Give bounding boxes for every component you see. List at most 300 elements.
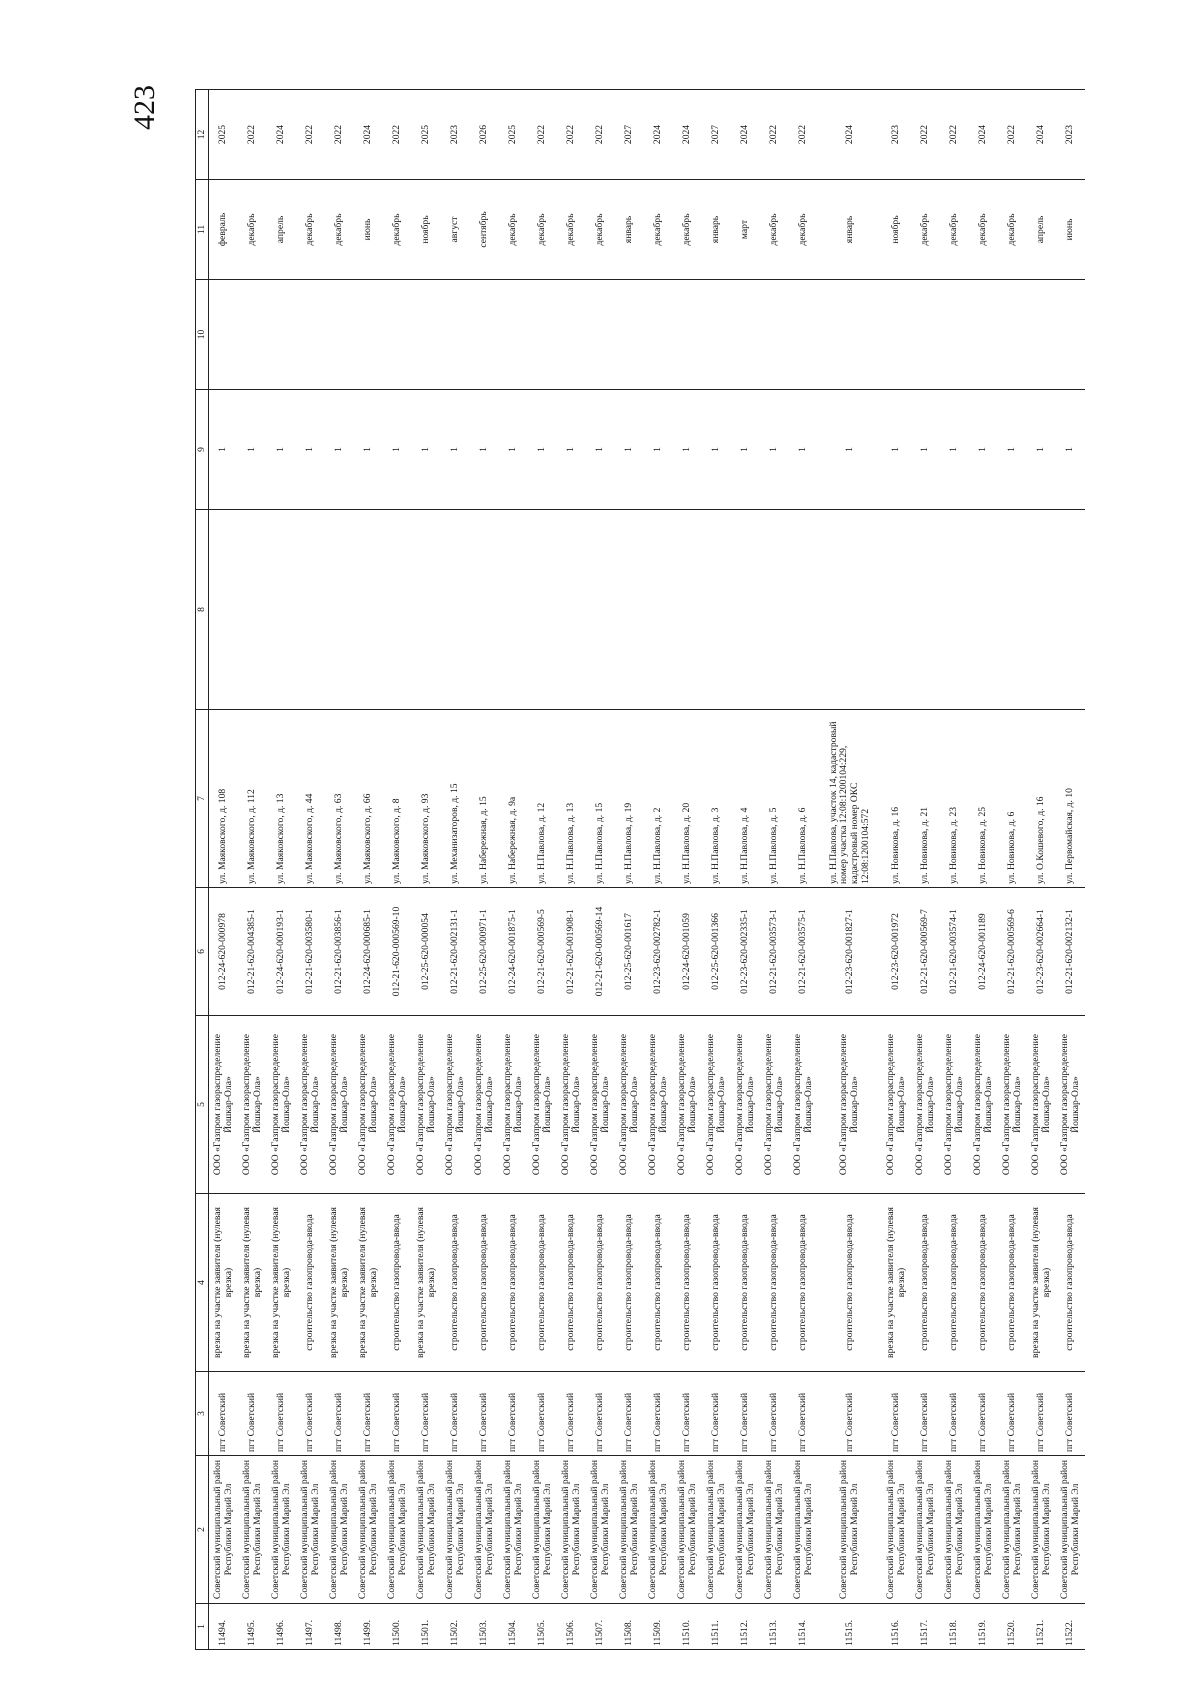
column-10-cell [644,280,673,390]
rotated-table-wrapper [195,90,1195,1650]
address-cell: ул. Маяковского, д. 93 [412,710,441,888]
quantity-cell: 1 [499,390,528,510]
month-cell: август [441,180,470,280]
address-cell: ул. Новикова, д. 21 [911,710,940,888]
application-code-cell: 012-25-620-000054 [412,888,441,1016]
organization-cell: ООО «Газпром газораспределение Йошкар-Ола» [882,1016,911,1194]
column-10-cell [940,280,969,390]
column-10-cell [267,280,296,390]
district-cell: Советский муниципальный район Республики Марий Эл [969,1456,998,1604]
column-8-cell [818,510,882,710]
organization-cell: ООО «Газпром газораспределение Йошкар-Ола» [470,1016,499,1194]
district-cell: Советский муниципальный район Республики Марий Эл [267,1456,296,1604]
column-10-cell [969,280,998,390]
table-row [296,90,325,1650]
settlement-cell: пгт Советский [209,1372,239,1456]
row-number: 11520. [998,1604,1027,1650]
address-cell: ул. Маяковского, д. 112 [238,710,267,888]
district-cell: Советский муниципальный район Республики Марий Эл [412,1456,441,1604]
column-10-cell [296,280,325,390]
column-8-cell [969,510,998,710]
month-cell: март [731,180,760,280]
district-cell: Советский муниципальный район Республики Марий Эл [441,1456,470,1604]
row-number: 11507. [586,1604,615,1650]
column-8-cell [644,510,673,710]
column-number: 6 [196,888,209,1016]
column-8-cell [383,510,412,710]
row-number: 11503. [470,1604,499,1650]
row-number: 11512. [731,1604,760,1650]
page-number: 423 [128,85,161,130]
row-number: 11521. [1027,1604,1056,1650]
application-code-cell: 012-25-620-001366 [702,888,731,1016]
month-cell: июнь [1056,180,1085,280]
application-code-cell: 012-23-620-002782-1 [644,888,673,1016]
address-cell: ул. Н.Павлова, д. 12 [528,710,557,888]
work-type-cell: строительство газопровода-ввода [528,1194,557,1372]
district-cell: Советский муниципальный район Республики Марий Эл [882,1456,911,1604]
year-cell: 2022 [586,90,615,180]
row-number: 11504. [499,1604,528,1650]
settlement-cell: пгт Советский [238,1372,267,1456]
column-8-cell [557,510,586,710]
settlement-cell: пгт Советский [557,1372,586,1456]
settlement-cell: пгт Советский [354,1372,383,1456]
column-10-cell [209,280,239,390]
settlement-cell: пгт Советский [325,1372,354,1456]
month-cell: ноябрь [882,180,911,280]
district-cell: Советский муниципальный район Республики Марий Эл [615,1456,644,1604]
settlement-cell: пгт Советский [470,1372,499,1456]
settlement-cell: пгт Советский [644,1372,673,1456]
application-code-cell: 012-23-620-002664-1 [1027,888,1056,1016]
district-cell: Советский муниципальный район Республики Марий Эл [238,1456,267,1604]
work-type-cell: строительство газопровода-ввода [296,1194,325,1372]
column-10-cell [998,280,1027,390]
month-cell: ноябрь [412,180,441,280]
column-10-cell [528,280,557,390]
month-cell: сентябрь [470,180,499,280]
address-cell: ул. Н.Павлова, д. 3 [702,710,731,888]
month-cell: декабрь [325,180,354,280]
application-code-cell: 012-21-620-003575-1 [789,888,818,1016]
application-code-cell: 012-21-620-001908-1 [557,888,586,1016]
settlement-cell: пгт Советский [673,1372,702,1456]
month-cell: январь [818,180,882,280]
table-row [209,90,239,1650]
address-cell: ул. Н.Павлова, д. 19 [615,710,644,888]
quantity-cell: 1 [586,390,615,510]
settlement-cell: пгт Советский [615,1372,644,1456]
row-number: 11501. [412,1604,441,1650]
row-number: 11496. [267,1604,296,1650]
table-row [441,90,470,1650]
work-type-cell: строительство газопровода-ввода [557,1194,586,1372]
column-8-cell [354,510,383,710]
work-type-cell: врезка на участке заявителя (нулевая врезка) [209,1194,239,1372]
work-type-cell: врезка на участке заявителя (нулевая врезка) [412,1194,441,1372]
column-number: 8 [196,510,209,710]
table-row [470,90,499,1650]
month-cell: апрель [1027,180,1056,280]
address-cell: ул. Н.Павлова, д. 20 [673,710,702,888]
table-row [882,90,911,1650]
address-cell: ул. Новикова, д. 6 [998,710,1027,888]
settlement-cell: пгт Советский [940,1372,969,1456]
column-10-cell [1056,280,1085,390]
column-10-cell [882,280,911,390]
work-type-cell: строительство газопровода-ввода [673,1194,702,1372]
year-cell: 2022 [325,90,354,180]
organization-cell: ООО «Газпром газораспределение Йошкар-Ола» [615,1016,644,1194]
address-cell: ул. Маяковского, д. 13 [267,710,296,888]
table-row [998,90,1027,1650]
quantity-cell: 1 [818,390,882,510]
quantity-cell: 1 [412,390,441,510]
column-number: 1 [196,1604,209,1650]
year-cell: 2023 [882,90,911,180]
settlement-cell: пгт Советский [882,1372,911,1456]
year-cell: 2027 [702,90,731,180]
district-cell: Советский муниципальный район Республики Марий Эл [940,1456,969,1604]
district-cell: Советский муниципальный район Республики Марий Эл [644,1456,673,1604]
row-number: 11522. [1056,1604,1085,1650]
table-row [267,90,296,1650]
application-code-cell: 012-21-620-000569-6 [998,888,1027,1016]
address-cell: ул. Маяковского, д. 44 [296,710,325,888]
table-row [615,90,644,1650]
column-8-cell [209,510,239,710]
address-cell: ул. Маяковского, д. 66 [354,710,383,888]
work-type-cell: строительство газопровода-ввода [789,1194,818,1372]
table-row [238,90,267,1650]
table-row [940,90,969,1650]
year-cell: 2023 [1056,90,1085,180]
row-number: 11509. [644,1604,673,1650]
organization-cell: ООО «Газпром газораспределение Йошкар-Ола» [940,1016,969,1194]
column-10-cell [818,280,882,390]
table-body [196,90,1086,1650]
organization-cell: ООО «Газпром газораспределение Йошкар-Ола» [499,1016,528,1194]
row-number: 11508. [615,1604,644,1650]
row-number: 11514. [789,1604,818,1650]
table-row [412,90,441,1650]
table-row [499,90,528,1650]
district-cell: Советский муниципальный район Республики Марий Эл [354,1456,383,1604]
settlement-cell: пгт Советский [998,1372,1027,1456]
address-cell: ул. Механизаторов, д. 15 [441,710,470,888]
district-cell: Советский муниципальный район Республики Марий Эл [499,1456,528,1604]
quantity-cell: 1 [354,390,383,510]
table-row [586,90,615,1650]
district-cell: Советский муниципальный район Республики Марий Эл [1056,1456,1085,1604]
address-cell: ул. Маяковского, д. 63 [325,710,354,888]
row-number: 11516. [882,1604,911,1650]
district-cell: Советский муниципальный район Республики Марий Эл [731,1456,760,1604]
column-8-cell [296,510,325,710]
year-cell: 2026 [470,90,499,180]
column-8-cell [238,510,267,710]
gasification-table [195,89,1085,1650]
work-type-cell: строительство газопровода-ввода [911,1194,940,1372]
quantity-cell: 1 [673,390,702,510]
work-type-cell: строительство газопровода-ввода [731,1194,760,1372]
quantity-cell: 1 [238,390,267,510]
organization-cell: ООО «Газпром газораспределение Йошкар-Ола» [412,1016,441,1194]
application-code-cell: 012-25-620-000971-1 [470,888,499,1016]
quantity-cell: 1 [940,390,969,510]
year-cell: 2025 [499,90,528,180]
column-8-cell [615,510,644,710]
column-number-row [196,90,209,1650]
month-cell: декабрь [586,180,615,280]
column-10-cell [1027,280,1056,390]
row-number: 11500. [383,1604,412,1650]
quantity-cell: 1 [1027,390,1056,510]
year-cell: 2024 [354,90,383,180]
district-cell: Советский муниципальный район Республики Марий Эл [673,1456,702,1604]
quantity-cell: 1 [731,390,760,510]
address-cell: ул. Н.Павлова, д. 2 [644,710,673,888]
district-cell: Советский муниципальный район Республики Марий Эл [998,1456,1027,1604]
settlement-cell: пгт Советский [499,1372,528,1456]
settlement-cell: пгт Советский [760,1372,789,1456]
month-cell: декабрь [911,180,940,280]
column-10-cell [441,280,470,390]
year-cell: 2024 [673,90,702,180]
address-cell: ул. Новикова, д. 25 [969,710,998,888]
column-8-cell [882,510,911,710]
application-code-cell: 012-21-620-000569-10 [383,888,412,1016]
organization-cell: ООО «Газпром газораспределение Йошкар-Ола» [586,1016,615,1194]
month-cell: декабрь [528,180,557,280]
column-8-cell [998,510,1027,710]
settlement-cell: пгт Советский [267,1372,296,1456]
quantity-cell: 1 [969,390,998,510]
work-type-cell: строительство газопровода-ввода [499,1194,528,1372]
organization-cell: ООО «Газпром газораспределение Йошкар-Ола» [731,1016,760,1194]
year-cell: 2024 [644,90,673,180]
year-cell: 2022 [998,90,1027,180]
district-cell: Советский муниципальный район Республики Марий Эл [911,1456,940,1604]
table-row [969,90,998,1650]
row-number: 11494. [209,1604,239,1650]
district-cell: Советский муниципальный район Республики Марий Эл [528,1456,557,1604]
district-cell: Советский муниципальный район Республики Марий Эл [470,1456,499,1604]
year-cell: 2022 [557,90,586,180]
address-cell: ул. Набережная, д. 15 [470,710,499,888]
column-8-cell [325,510,354,710]
address-cell: ул. Набережная, д. 9а [499,710,528,888]
column-8-cell [789,510,818,710]
column-number: 9 [196,390,209,510]
settlement-cell: пгт Советский [1056,1372,1085,1456]
application-code-cell: 012-21-620-003574-1 [940,888,969,1016]
row-number: 11515. [818,1604,882,1650]
column-10-cell [702,280,731,390]
district-cell: Советский муниципальный район Республики Марий Эл [209,1456,239,1604]
year-cell: 2022 [238,90,267,180]
district-cell: Советский муниципальный район Республики Марий Эл [818,1456,882,1604]
row-number: 11517. [911,1604,940,1650]
application-code-cell: 012-23-620-002335-1 [731,888,760,1016]
quantity-cell: 1 [615,390,644,510]
column-10-cell [325,280,354,390]
column-10-cell [586,280,615,390]
column-10-cell [673,280,702,390]
application-code-cell: 012-21-620-000569-5 [528,888,557,1016]
column-number: 10 [196,280,209,390]
month-cell: декабрь [969,180,998,280]
work-type-cell: врезка на участке заявителя (нулевая врезка) [238,1194,267,1372]
application-code-cell: 012-24-620-001875-1 [499,888,528,1016]
work-type-cell: строительство газопровода-ввода [470,1194,499,1372]
year-cell: 2024 [267,90,296,180]
column-10-cell [731,280,760,390]
year-cell: 2022 [383,90,412,180]
year-cell: 2022 [760,90,789,180]
column-10-cell [615,280,644,390]
month-cell: февраль [209,180,239,280]
column-10-cell [383,280,412,390]
organization-cell: ООО «Газпром газораспределение Йошкар-Ола» [267,1016,296,1194]
district-cell: Советский муниципальный район Республики Марий Эл [789,1456,818,1604]
work-type-cell: строительство газопровода-ввода [441,1194,470,1372]
table-row [1056,90,1085,1650]
column-number: 7 [196,710,209,888]
month-cell: декабрь [673,180,702,280]
column-number: 2 [196,1456,209,1604]
address-cell: ул. Н.Павлова, участок 14, кадастровый номер участка 12:08:1200104:229, кадастровый номер ОКС 12:08:1200104:572 [818,710,882,888]
quantity-cell: 1 [644,390,673,510]
month-cell: январь [615,180,644,280]
row-number: 11502. [441,1604,470,1650]
month-cell: декабрь [644,180,673,280]
month-cell: декабрь [296,180,325,280]
application-code-cell: 012-25-620-001617 [615,888,644,1016]
address-cell: ул. Н.Павлова, д. 15 [586,710,615,888]
month-cell: апрель [267,180,296,280]
settlement-cell: пгт Советский [1027,1372,1056,1456]
settlement-cell: пгт Советский [702,1372,731,1456]
column-number: 5 [196,1016,209,1194]
quantity-cell: 1 [470,390,499,510]
month-cell: июнь [354,180,383,280]
month-cell: декабрь [940,180,969,280]
organization-cell: ООО «Газпром газораспределение Йошкар-Ола» [557,1016,586,1194]
column-10-cell [470,280,499,390]
application-code-cell: 012-24-620-000193-1 [267,888,296,1016]
column-10-cell [557,280,586,390]
district-cell: Советский муниципальный район Республики Марий Эл [383,1456,412,1604]
work-type-cell: строительство газопровода-ввода [998,1194,1027,1372]
column-10-cell [354,280,383,390]
row-number: 11499. [354,1604,383,1650]
work-type-cell: врезка на участке заявителя (нулевая врезка) [354,1194,383,1372]
quantity-cell: 1 [911,390,940,510]
work-type-cell: врезка на участке заявителя (нулевая врезка) [882,1194,911,1372]
quantity-cell: 1 [702,390,731,510]
year-cell: 2022 [940,90,969,180]
quantity-cell: 1 [325,390,354,510]
table-row [1027,90,1056,1650]
year-cell: 2023 [441,90,470,180]
organization-cell: ООО «Газпром газораспределение Йошкар-Ола» [383,1016,412,1194]
settlement-cell: пгт Советский [412,1372,441,1456]
quantity-cell: 1 [528,390,557,510]
column-8-cell [702,510,731,710]
column-10-cell [412,280,441,390]
settlement-cell: пгт Советский [441,1372,470,1456]
column-8-cell [731,510,760,710]
column-8-cell [940,510,969,710]
address-cell: ул. Маяковского, д. 108 [209,710,239,888]
organization-cell: ООО «Газпром газораспределение Йошкар-Ола» [1027,1016,1056,1194]
year-cell: 2025 [412,90,441,180]
table-row [818,90,882,1650]
month-cell: декабрь [998,180,1027,280]
column-8-cell [760,510,789,710]
district-cell: Советский муниципальный район Республики Марий Эл [586,1456,615,1604]
organization-cell: ООО «Газпром газораспределение Йошкар-Ола» [354,1016,383,1194]
column-8-cell [1027,510,1056,710]
quantity-cell: 1 [441,390,470,510]
column-8-cell [267,510,296,710]
year-cell: 2022 [296,90,325,180]
address-cell: ул. О.Кошевого, д. 16 [1027,710,1056,888]
settlement-cell: пгт Советский [969,1372,998,1456]
application-code-cell: 012-21-620-003856-1 [325,888,354,1016]
settlement-cell: пгт Советский [383,1372,412,1456]
district-cell: Советский муниципальный район Республики Марий Эл [557,1456,586,1604]
settlement-cell: пгт Советский [731,1372,760,1456]
district-cell: Советский муниципальный район Республики Марий Эл [325,1456,354,1604]
month-cell: январь [702,180,731,280]
column-8-cell [673,510,702,710]
organization-cell: ООО «Газпром газораспределение Йошкар-Ола» [209,1016,239,1194]
work-type-cell: строительство газопровода-ввода [940,1194,969,1372]
organization-cell: ООО «Газпром газораспределение Йошкар-Ола» [969,1016,998,1194]
year-cell: 2025 [209,90,239,180]
application-code-cell: 012-21-620-004385-1 [238,888,267,1016]
organization-cell: ООО «Газпром газораспределение Йошкар-Ола» [441,1016,470,1194]
organization-cell: ООО «Газпром газораспределение Йошкар-Ола» [702,1016,731,1194]
column-10-cell [760,280,789,390]
column-number: 4 [196,1194,209,1372]
settlement-cell: пгт Советский [296,1372,325,1456]
settlement-cell: пгт Советский [789,1372,818,1456]
month-cell: декабрь [383,180,412,280]
table-row [354,90,383,1650]
organization-cell: ООО «Газпром газораспределение Йошкар-Ола» [673,1016,702,1194]
table-row [702,90,731,1650]
quantity-cell: 1 [557,390,586,510]
organization-cell: ООО «Газпром газораспределение Йошкар-Ола» [789,1016,818,1194]
column-8-cell [499,510,528,710]
district-cell: Советский муниципальный район Республики Марий Эл [760,1456,789,1604]
column-number: 12 [196,90,209,180]
column-8-cell [528,510,557,710]
year-cell: 2024 [969,90,998,180]
work-type-cell: врезка на участке заявителя (нулевая врезка) [325,1194,354,1372]
year-cell: 2024 [818,90,882,180]
year-cell: 2022 [528,90,557,180]
row-number: 11510. [673,1604,702,1650]
organization-cell: ООО «Газпром газораспределение Йошкар-Ола» [238,1016,267,1194]
row-number: 11519. [969,1604,998,1650]
quantity-cell: 1 [209,390,239,510]
year-cell: 2024 [731,90,760,180]
